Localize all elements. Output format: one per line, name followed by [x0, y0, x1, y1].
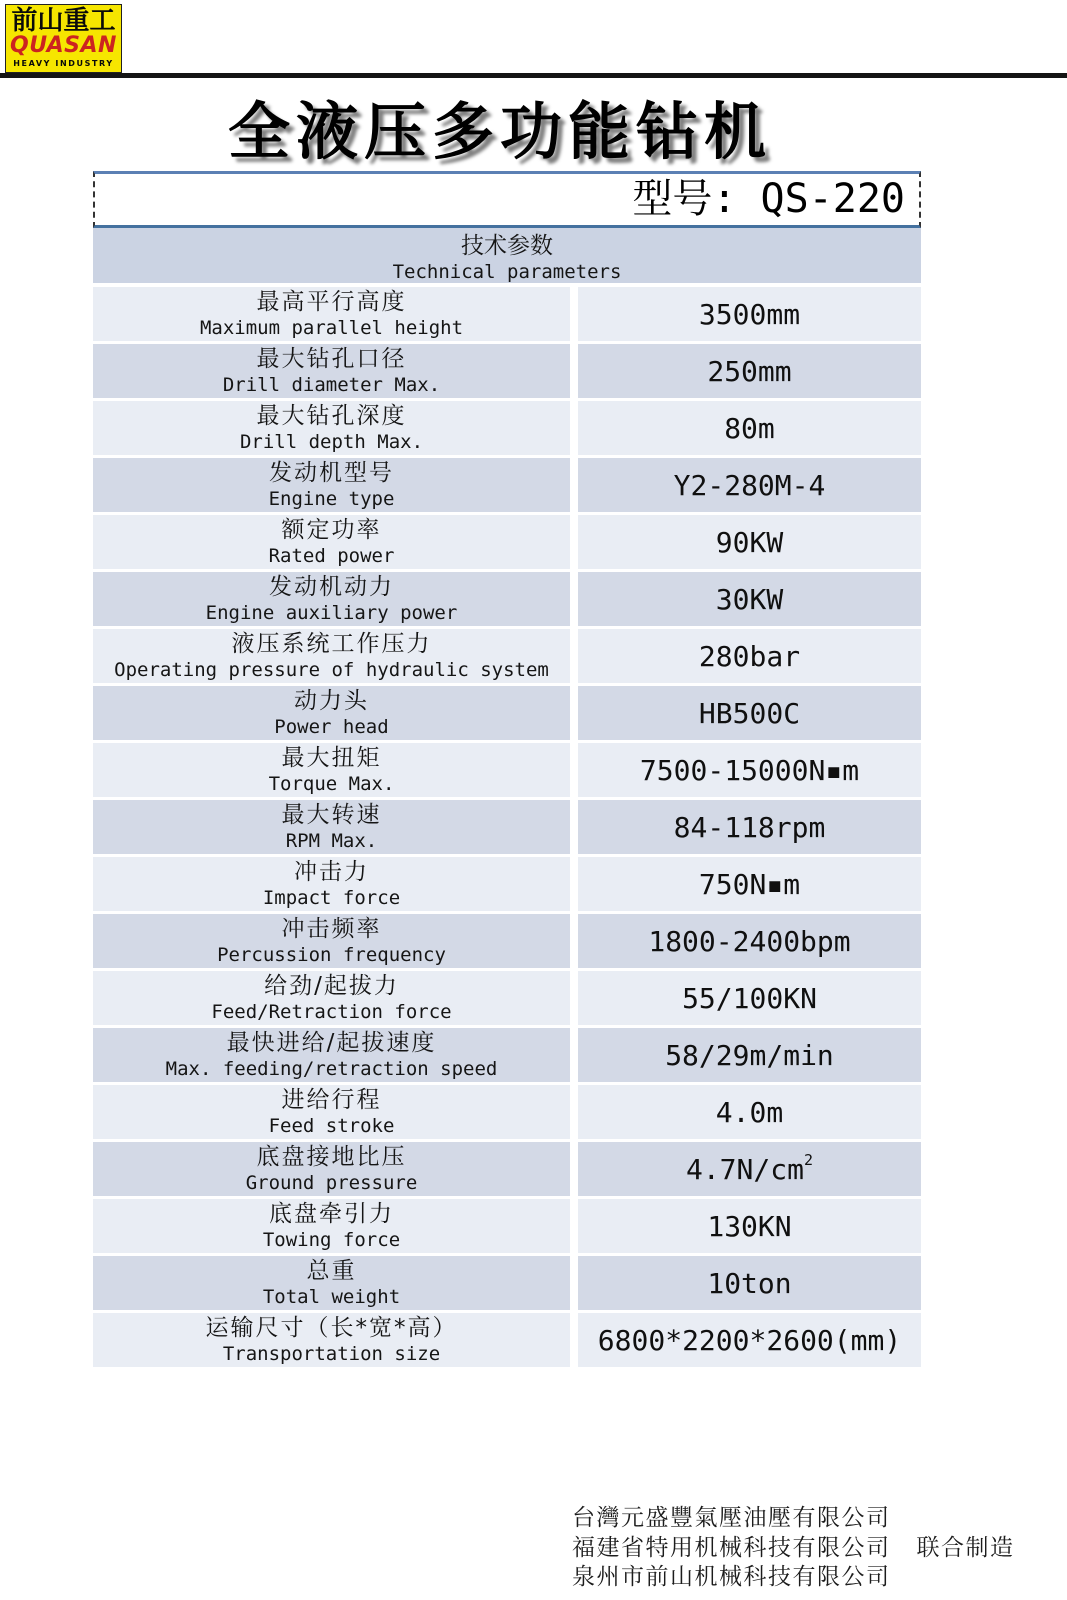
manufacturer-3: 泉州市前山机械科技有限公司 [572, 1564, 891, 1590]
parameter-value-cell [578, 572, 921, 626]
table-row [93, 971, 921, 1028]
parameter-name-zh: 进给行程 [281, 1087, 382, 1113]
model-number-box [93, 171, 921, 228]
model-number: 型号: QS-220 [632, 176, 905, 222]
parameter-value: 750N▪m [698, 867, 801, 901]
quasan-logo [5, 4, 122, 73]
manufacturers-block [572, 1504, 1015, 1593]
table-row [93, 515, 921, 572]
logo-chinese-name: 前山重工 [11, 6, 116, 36]
parameter-value-cell [578, 1256, 921, 1310]
parameter-value: Y2-280M-4 [673, 468, 826, 502]
logo-tagline: HEAVY INDUSTRY [13, 59, 114, 68]
parameter-name-zh: 底盘接地比压 [256, 1144, 407, 1170]
parameter-name-en: Drill depth Max. [239, 431, 424, 453]
table-row [93, 1142, 921, 1199]
parameter-label-cell [93, 401, 570, 455]
parameter-value-cell [578, 1313, 921, 1367]
parameter-name-en: Rated power [268, 545, 395, 567]
manufacturer-2: 福建省特用机械科技有限公司 [572, 1534, 891, 1561]
parameter-name-en: Torque Max. [268, 773, 395, 795]
parameter-name-zh: 最快进给/起拔速度 [226, 1030, 437, 1056]
table-row [93, 686, 921, 743]
parameter-value-cell [578, 1142, 921, 1196]
parameter-name-zh: 额定功率 [281, 517, 382, 543]
parameter-label-cell [93, 344, 570, 398]
parameter-value: 90KW [715, 525, 784, 559]
table-row [93, 287, 921, 344]
parameter-name-zh: 冲击力 [294, 859, 369, 885]
parameter-label-cell [93, 1256, 570, 1310]
parameter-label-cell [93, 971, 570, 1025]
parameter-name-en: Drill diameter Max. [222, 374, 441, 396]
parameter-value: 130KN [707, 1209, 792, 1243]
parameter-value: 6800*2200*2600(mm) [597, 1323, 902, 1357]
table-row [93, 629, 921, 686]
parameter-value: 30KW [715, 582, 784, 616]
table-row [93, 401, 921, 458]
table-row [93, 743, 921, 800]
parameter-value: 58/29m/min [665, 1038, 834, 1072]
table-row [93, 1085, 921, 1142]
parameter-value: 4.0m [715, 1095, 784, 1129]
parameter-label-cell [93, 1199, 570, 1253]
parameter-name-zh: 液压系统工作压力 [231, 631, 432, 657]
parameter-value: 280bar [698, 639, 801, 673]
parameter-name-en: Max. feeding/retraction speed [165, 1058, 498, 1080]
table-row [93, 857, 921, 914]
table-header-zh: 技术参数 [461, 233, 553, 259]
parameter-name-en: Engine type [268, 488, 395, 510]
parameter-label-cell [93, 515, 570, 569]
parameter-value-cell [578, 515, 921, 569]
parameter-value-cell [578, 800, 921, 854]
parameter-name-en: Transportation size [222, 1343, 441, 1365]
parameter-name-en: Maximum parallel height [199, 317, 464, 339]
table-header [93, 228, 921, 287]
parameter-label-cell [93, 287, 570, 341]
parameter-value: 55/100KN [682, 981, 817, 1015]
parameter-name-en: Operating pressure of hydraulic system [114, 659, 549, 681]
parameter-name-en: Towing force [262, 1229, 401, 1251]
parameter-name-zh: 最高平行高度 [256, 289, 407, 315]
parameter-value: HB500C [698, 696, 801, 730]
parameter-name-zh: 底盘牵引力 [269, 1201, 394, 1227]
spec-table [93, 228, 921, 1370]
parameter-value-cell [578, 344, 921, 398]
parameter-label-cell [93, 857, 570, 911]
parameter-label-cell [93, 1085, 570, 1139]
parameter-value-cell [578, 743, 921, 797]
parameter-name-en: Total weight [262, 1286, 401, 1308]
parameter-name-zh: 冲击频率 [281, 916, 382, 942]
table-header-en: Technical parameters [392, 261, 622, 283]
parameter-value: 250mm [707, 354, 792, 388]
table-row [93, 1256, 921, 1313]
parameter-name-zh: 最大钻孔深度 [256, 403, 407, 429]
parameter-name-zh: 运输尺寸（长*宽*高） [205, 1315, 458, 1341]
table-row [93, 572, 921, 629]
parameter-label-cell [93, 629, 570, 683]
parameter-name-en: Impact force [262, 887, 401, 909]
table-row [93, 458, 921, 515]
table-row [93, 800, 921, 857]
parameter-value: 1800-2400bpm [648, 924, 851, 958]
parameter-name-en: Feed stroke [268, 1115, 395, 1137]
parameter-label-cell [93, 743, 570, 797]
parameter-value: 7500-15000N▪m [639, 753, 860, 787]
parameter-label-cell [93, 1142, 570, 1196]
parameter-value-cell [578, 629, 921, 683]
parameter-name-zh: 给劲/起拔力 [264, 973, 399, 999]
parameter-name-en: Ground pressure [245, 1172, 418, 1194]
parameter-value-cell [578, 1199, 921, 1253]
parameter-name-en: Power head [274, 716, 389, 738]
parameter-label-cell [93, 1028, 570, 1082]
table-row [93, 1199, 921, 1256]
parameter-value-cell [578, 1028, 921, 1082]
table-row [93, 914, 921, 971]
parameter-value-cell [578, 686, 921, 740]
manufacturer-1: 台灣元盛豐氣壓油壓有限公司 [572, 1505, 891, 1531]
table-row [93, 1313, 921, 1370]
joint-manufacture-label: 联合制造 [916, 1534, 1015, 1561]
parameter-value-cell [578, 401, 921, 455]
parameter-value: 3500mm [698, 297, 801, 331]
parameter-label-cell [93, 686, 570, 740]
table-row [93, 344, 921, 401]
parameter-value: 84-118rpm [673, 810, 826, 844]
parameter-value-cell [578, 458, 921, 512]
parameter-name-zh: 动力头 [294, 688, 369, 714]
parameter-value: 80m [724, 411, 775, 445]
parameter-value-cell [578, 1085, 921, 1139]
spec-rows [93, 287, 921, 1370]
parameter-label-cell [93, 1313, 570, 1367]
parameter-value-cell [578, 971, 921, 1025]
parameter-value: 4.7N/cm [685, 1152, 804, 1186]
parameter-name-zh: 总重 [306, 1258, 357, 1284]
parameter-name-zh: 发动机动力 [269, 574, 394, 600]
parameter-value-cell [578, 857, 921, 911]
logo-brand-name: QUASAN [10, 33, 117, 58]
parameter-name-zh: 最大钻孔口径 [256, 346, 407, 372]
parameter-value: 10ton [707, 1266, 792, 1300]
parameter-name-zh: 发动机型号 [269, 460, 394, 486]
parameter-value-cell [578, 914, 921, 968]
parameter-name-en: Engine auxiliary power [205, 602, 458, 624]
parameter-label-cell [93, 572, 570, 626]
header-divider-rule [0, 73, 1067, 78]
table-row [93, 1028, 921, 1085]
parameter-label-cell [93, 800, 570, 854]
parameter-name-zh: 最大转速 [281, 802, 382, 828]
value-superscript: 2 [803, 1151, 814, 1169]
page-title: 全液压多功能钻机 [227, 95, 772, 168]
parameter-name-en: Feed/Retraction force [211, 1001, 452, 1023]
parameter-name-en: RPM Max. [285, 830, 378, 852]
parameter-label-cell [93, 914, 570, 968]
parameter-value-cell [578, 287, 921, 341]
parameter-name-en: Percussion frequency [217, 944, 446, 966]
parameter-label-cell [93, 458, 570, 512]
manufacturer-2-line [572, 1534, 1015, 1564]
parameter-name-zh: 最大扭矩 [281, 745, 382, 771]
